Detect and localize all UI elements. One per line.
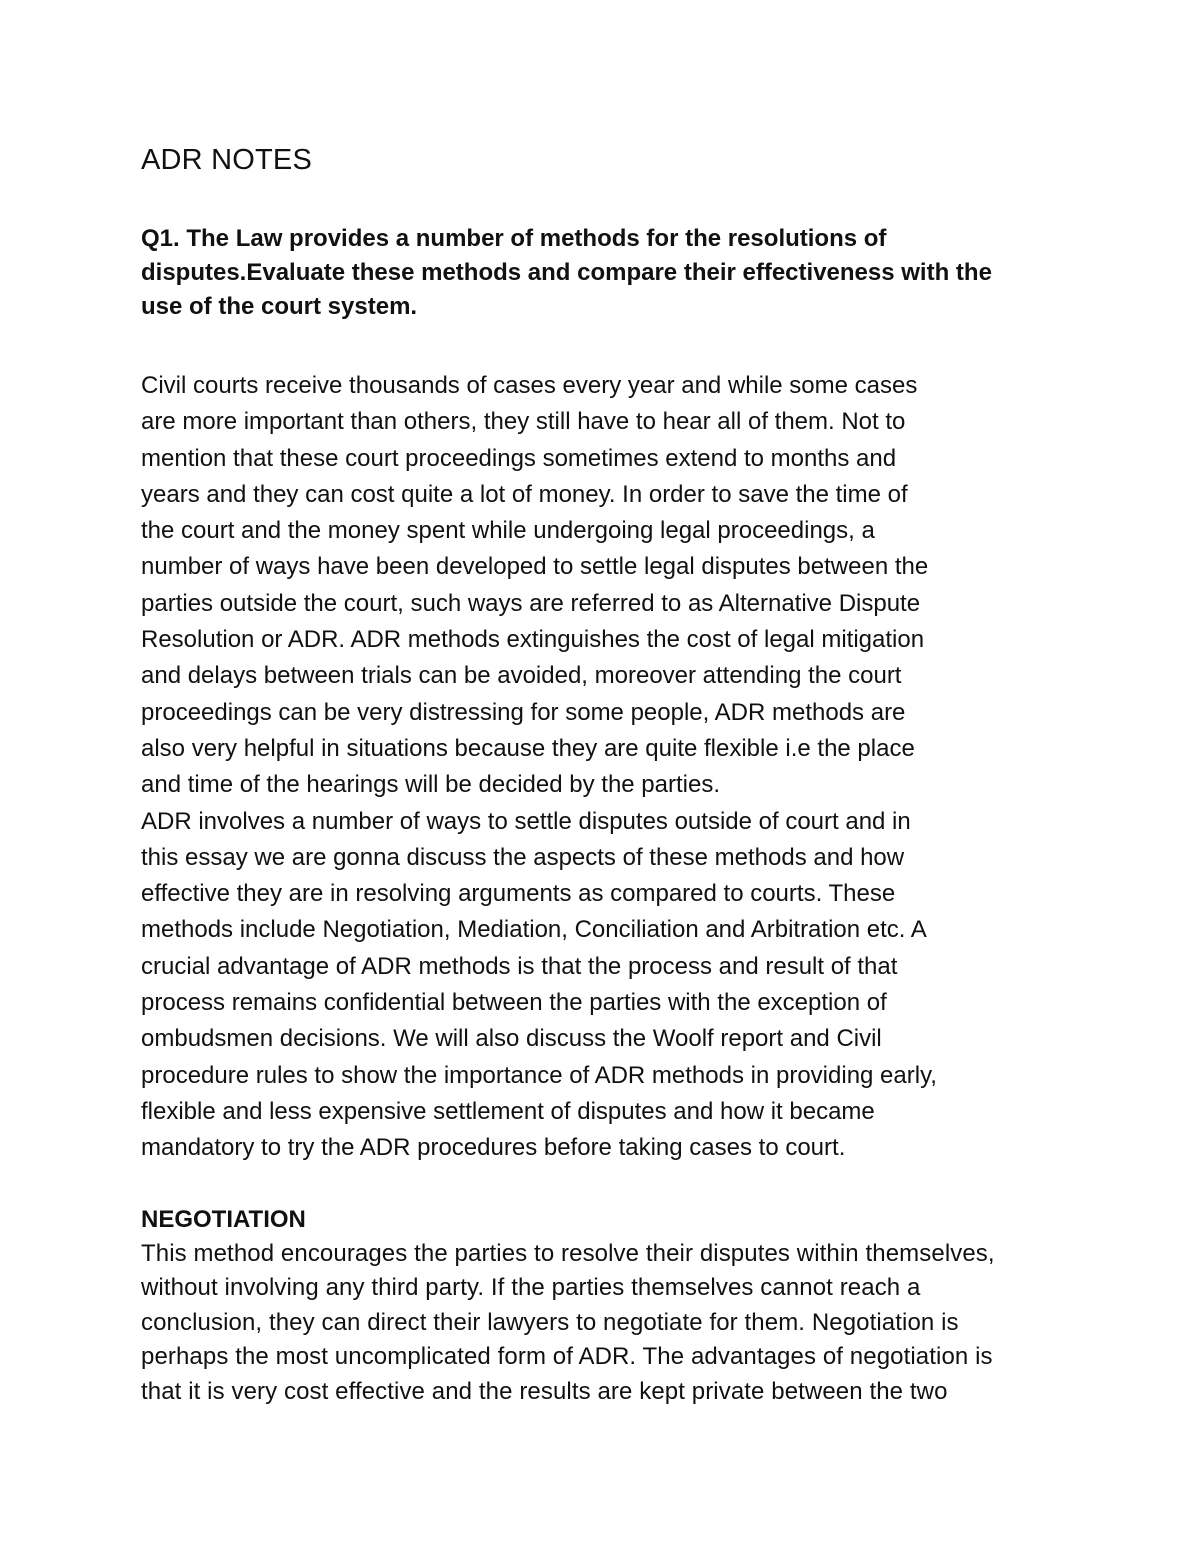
paragraph-line: the court and the money spent while undergoing legal proceedings, a — [141, 517, 875, 545]
paragraph-line: perhaps the most uncomplicated form of ADR. The advantages of negotiation is — [141, 1343, 993, 1371]
document-content — [141, 142, 1061, 1409]
paragraph-line: that it is very cost effective and the results are kept private between the two — [141, 1377, 948, 1405]
paragraph-line: this essay we are gonna discuss the aspects of these methods and how — [141, 843, 905, 871]
essay-scope-paragraph — [141, 804, 1061, 1167]
paragraph-line: parties outside the court, such ways are referred to as Alternative Dispute — [141, 589, 921, 617]
paragraph-line: Resolution or ADR. ADR methods extinguishes the cost of legal mitigation — [141, 626, 925, 654]
paragraph-line: also very helpful in situations because they are quite flexible i.e the place — [141, 734, 915, 762]
negotiation-heading: NEGOTIATION — [141, 1205, 306, 1233]
paragraph-line: ombudsmen decisions. We will also discuss the Woolf report and Civil — [141, 1025, 882, 1053]
question-line: disputes.Evaluate these methods and compare their effectiveness with the — [141, 259, 992, 286]
paragraph-line: number of ways have been developed to settle legal disputes between the — [141, 553, 929, 581]
paragraph-line: process remains confidential between the parties with the exception of — [141, 989, 887, 1017]
paragraph-line: flexible and less expensive settlement of disputes and how it became — [141, 1097, 875, 1125]
paragraph-line: effective they are in resolving arguments as compared to courts. These — [141, 880, 896, 908]
paragraph-line: conclusion, they can direct their lawyers to negotiate for them. Negotiation is — [141, 1308, 959, 1336]
paragraph-line: crucial advantage of ADR methods is that the process and result of that — [141, 952, 898, 980]
question-line: Q1. The Law provides a number of methods for the resolutions of — [141, 225, 887, 252]
paragraph-line: proceedings can be very distressing for some people, ADR methods are — [141, 698, 906, 726]
paragraph-line: are more important than others, they still have to hear all of them. Not to — [141, 408, 906, 436]
document-title: ADR NOTES — [141, 144, 312, 176]
paragraph-line: procedure rules to show the importance of ADR methods in providing early, — [141, 1061, 937, 1089]
paragraph-line: mention that these court proceedings sometimes extend to months and — [141, 444, 897, 472]
paragraph-line: This method encourages the parties to resolve their disputes within themselves, — [141, 1239, 995, 1267]
paragraph-line: without involving any third party. If the parties themselves cannot reach a — [141, 1274, 921, 1302]
paragraph-line: and delays between trials can be avoided, moreover attending the court — [141, 662, 902, 690]
paragraph-line: ADR involves a number of ways to settle disputes outside of court and in — [141, 807, 911, 835]
intro-paragraph — [141, 368, 1061, 804]
paragraph-line: methods include Negotiation, Mediation, Conciliation and Arbitration etc. A — [141, 916, 927, 944]
negotiation-paragraph — [141, 1237, 1061, 1410]
paragraph-line: years and they can cost quite a lot of money. In order to save the time of — [141, 480, 908, 508]
question-line: use of the court system. — [141, 293, 418, 320]
question-text — [141, 222, 1061, 324]
paragraph-line: and time of the hearings will be decided by the parties. — [141, 771, 721, 799]
paragraph-line: Civil courts receive thousands of cases every year and while some cases — [141, 372, 918, 399]
paragraph-line: mandatory to try the ADR procedures before taking cases to court. — [141, 1134, 846, 1162]
